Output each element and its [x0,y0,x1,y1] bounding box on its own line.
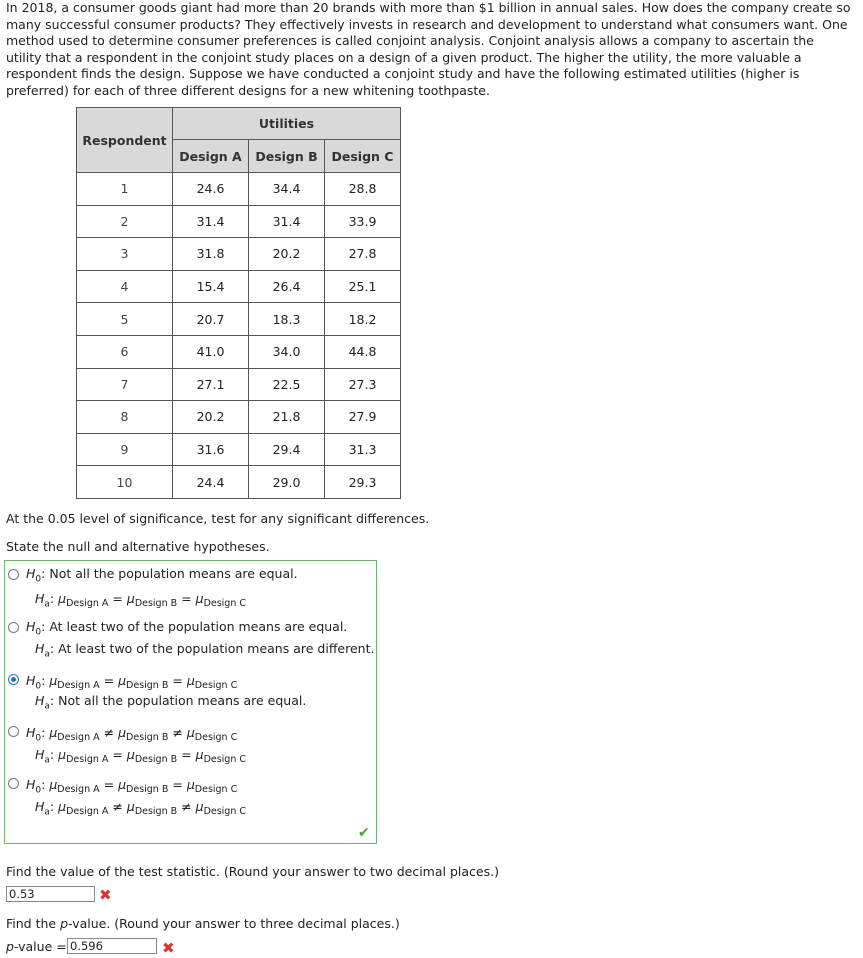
option-4-ha: $H_a$: $\mu_{Design A} = \mu_{Design B} = \mu_{Design C}$ [35,747,247,766]
radio-button-selected[interactable] [8,674,19,685]
respondent-cell: 6 [77,335,173,368]
utility-cell: 31.4 [249,205,325,238]
option-2-ha: $H_a$: At least two of the population means are different. [35,641,375,660]
question-p-value: Find the p-value. (Round your answer to three decimal places.) [6,916,400,931]
utility-cell: 26.4 [249,270,325,303]
question-hypotheses: State the null and alternative hypotheses. [6,539,270,554]
table-row [77,238,401,271]
utility-cell: 20.7 [173,303,249,336]
utility-cell: 31.6 [173,433,249,466]
utility-cell: 27.9 [325,401,401,434]
utility-cell: 31.3 [325,433,401,466]
table-row [77,205,401,238]
column-header-design-c: Design C [325,140,401,173]
test-statistic-input[interactable]: 0.53 [6,886,95,902]
table-row [77,368,401,401]
option-3-h0: $H_0$: $\mu_{Design A} = \mu_{Design B} = \mu_{Design C}$ [26,673,238,692]
table-row [77,335,401,368]
table-row [77,173,401,206]
question-test-statistic: Find the value of the test statistic. (Round your answer to two decimal places.) [6,864,499,879]
respondent-cell: 5 [77,303,173,336]
option-1-ha: $H_a$: $\mu_{Design A} = \mu_{Design B} = \mu_{Design C}$ [35,591,247,610]
radio-button[interactable] [8,778,19,789]
incorrect-x-icon: ✖ [162,939,175,957]
utility-cell: 18.2 [325,303,401,336]
utility-cell: 22.5 [249,368,325,401]
utility-cell: 21.8 [249,401,325,434]
respondent-cell: 7 [77,368,173,401]
utility-cell: 29.4 [249,433,325,466]
radio-button[interactable] [8,569,19,580]
utility-cell: 27.8 [325,238,401,271]
respondent-cell: 3 [77,238,173,271]
utility-cell: 20.2 [249,238,325,271]
p-value-label: p-value = [6,939,67,954]
option-5-h0: $H_0$: $\mu_{Design A} = \mu_{Design B} = \mu_{Design C}$ [26,777,238,796]
utility-cell: 20.2 [173,401,249,434]
respondent-cell: 1 [77,173,173,206]
question-significance: At the 0.05 level of significance, test for any significant differences. [6,511,430,526]
table-row [77,466,401,499]
radio-button[interactable] [8,622,19,633]
column-header-design-a: Design A [173,140,249,173]
hypothesis-choices [4,560,377,844]
utility-cell: 25.1 [325,270,401,303]
respondent-cell: 2 [77,205,173,238]
option-3-ha: $H_a$: Not all the population means are equal. [35,693,307,712]
utility-cell: 24.6 [173,173,249,206]
utility-cell: 29.3 [325,466,401,499]
utility-cell: 18.3 [249,303,325,336]
option-2-h0: $H_0$: At least two of the population means are equal. [26,619,348,638]
utility-cell: 15.4 [173,270,249,303]
incorrect-x-icon: ✖ [99,886,112,904]
respondent-cell: 4 [77,270,173,303]
utility-cell: 28.8 [325,173,401,206]
table-row [77,303,401,336]
respondent-cell: 9 [77,433,173,466]
utility-cell: 44.8 [325,335,401,368]
utility-cell: 33.9 [325,205,401,238]
utility-cell: 27.3 [325,368,401,401]
option-4-h0: $H_0$: $\mu_{Design A} \ne \mu_{Design B} \ne \mu_{Design C}$ [26,725,238,744]
p-value-input[interactable]: 0.596 [67,938,157,954]
problem-intro: In 2018, a consumer goods giant had more than 20 brands with more than $1 billion in annual sales. How does the company create so many successful consumer products? They effectively invests in research and development to understand what consumers want. One method used to determine consumer preferences is called conjoint analysis. Conjoint analysis allows a company to ascertain the utility that a respondent in the conjoint study places on a design of a given product. The higher the utility, the more valuable a respondent finds the design. Suppose we have conducted a conjoint study and have the following estimated utilities (higher is preferred) for each of three different designs for a new whitening toothpaste. [6,0,851,98]
respondent-cell: 10 [77,466,173,499]
utility-cell: 31.8 [173,238,249,271]
table-row [77,433,401,466]
respondent-cell: 8 [77,401,173,434]
respondent-header: Respondent [77,108,173,173]
utility-cell: 34.4 [249,173,325,206]
table-row [77,270,401,303]
column-header-design-b: Design B [249,140,325,173]
utility-cell: 41.0 [173,335,249,368]
utility-cell: 24.4 [173,466,249,499]
table-row [77,401,401,434]
utilities-table [76,107,401,499]
option-5-ha: $H_a$: $\mu_{Design A} \ne \mu_{Design B} \ne \mu_{Design C}$ [35,799,247,818]
utility-cell: 29.0 [249,466,325,499]
option-1-h0: $H_0$: Not all the population means are equal. [26,566,298,585]
utility-cell: 34.0 [249,335,325,368]
radio-button[interactable] [8,726,19,737]
utility-cell: 31.4 [173,205,249,238]
utilities-header: Utilities [173,108,401,140]
utility-cell: 27.1 [173,368,249,401]
correct-check-icon: ✔ [358,825,370,841]
